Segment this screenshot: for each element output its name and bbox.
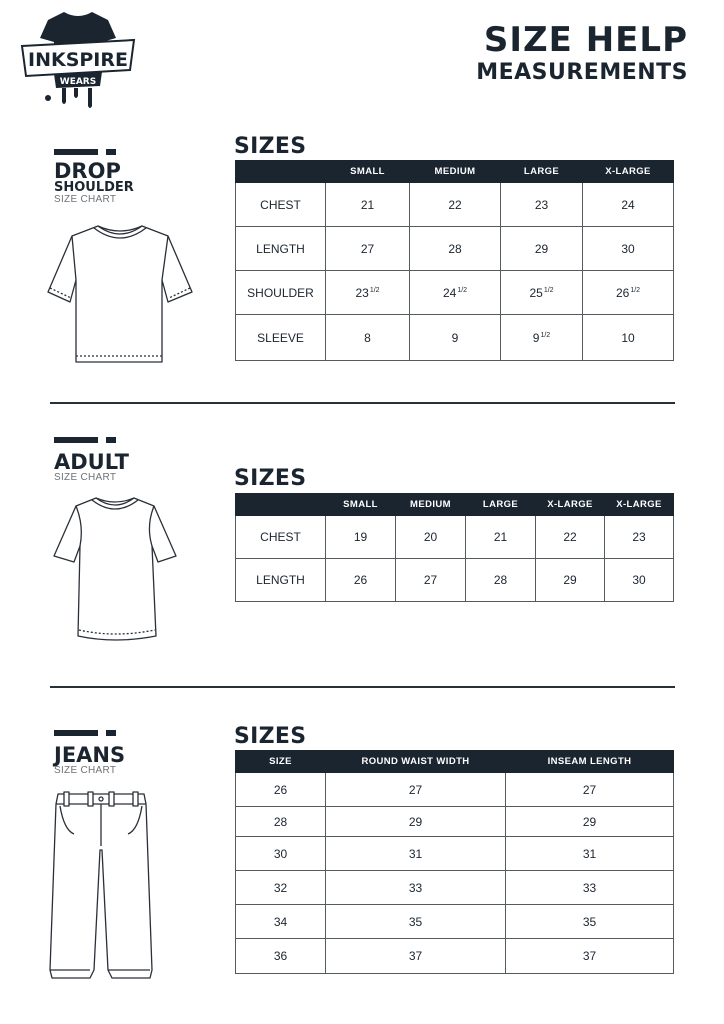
- cell-value: 22: [448, 197, 462, 212]
- column-header: LARGE: [466, 494, 536, 516]
- jeans-subtitle: SIZE CHART: [54, 765, 117, 776]
- adult-sizes-heading: SIZES: [234, 466, 307, 491]
- column-header: MEDIUM: [410, 161, 501, 183]
- table-cell: 28: [466, 559, 536, 602]
- table-cell: 37: [506, 939, 674, 974]
- table-cell: 32: [236, 871, 326, 905]
- drop-shoulder-tshirt-icon: [46, 222, 194, 366]
- adult-tshirt-icon: [50, 494, 180, 642]
- table-row: [236, 227, 674, 271]
- table-cell: [410, 315, 501, 361]
- jeans-sizes-heading: SIZES: [234, 724, 307, 749]
- table-cell: 33: [506, 871, 674, 905]
- jeans-size-table: [235, 750, 674, 974]
- cell-value: 24: [621, 197, 635, 212]
- cell-fraction: 1/2: [543, 286, 554, 294]
- table-cell: 28: [236, 807, 326, 837]
- page-subtitle: MEASUREMENTS: [476, 60, 688, 85]
- table-header-row: [236, 161, 674, 183]
- cell-value: 28: [448, 241, 462, 256]
- table-cell: [326, 271, 410, 315]
- cell-value: 10: [621, 330, 635, 345]
- cell-value: 9: [451, 330, 459, 345]
- jeans-title: JEANS: [54, 743, 126, 767]
- row-label: CHEST: [236, 183, 326, 227]
- cell-value: 30: [621, 241, 635, 256]
- table-cell: 20: [396, 516, 466, 559]
- drop-title-line2: SHOULDER: [54, 180, 134, 195]
- table-cell: [326, 183, 410, 227]
- adult-size-table: [235, 493, 674, 602]
- section-divider: [50, 686, 675, 688]
- table-cell: 30: [236, 837, 326, 871]
- section-divider: [50, 402, 675, 404]
- column-header: MEDIUM: [396, 494, 466, 516]
- column-header: X-LARGE: [583, 161, 674, 183]
- table-header-row: [236, 751, 674, 773]
- column-header: SMALL: [326, 161, 410, 183]
- table-cell: 26: [236, 773, 326, 807]
- table-row: [236, 315, 674, 361]
- table-cell: [501, 315, 583, 361]
- table-row: [236, 271, 674, 315]
- cell-value: 26: [615, 285, 630, 300]
- table-row: [236, 183, 674, 227]
- table-cell: 37: [326, 939, 506, 974]
- column-header: X-LARGE: [536, 494, 605, 516]
- row-label: LENGTH: [236, 559, 326, 602]
- cell-fraction: 1/2: [369, 286, 380, 294]
- column-header: ROUND WAIST WIDTH: [326, 751, 506, 773]
- cell-value: 23: [534, 197, 549, 212]
- table-header-row: [236, 494, 674, 516]
- adult-subtitle: SIZE CHART: [54, 472, 117, 483]
- page-header: [476, 22, 688, 86]
- table-cell: 31: [326, 837, 506, 871]
- row-label: CHEST: [236, 516, 326, 559]
- logo-tagline-text: WEARS: [59, 77, 97, 87]
- table-cell: 34: [236, 905, 326, 939]
- header-cell-empty: [236, 161, 326, 183]
- table-cell: 30: [605, 559, 674, 602]
- table-cell: 22: [536, 516, 605, 559]
- table-cell: [583, 227, 674, 271]
- table-row: [236, 807, 674, 837]
- table-row: [236, 837, 674, 871]
- cell-value: 29: [534, 241, 549, 256]
- table-cell: 26: [326, 559, 396, 602]
- table-cell: 23: [605, 516, 674, 559]
- table-cell: [410, 271, 501, 315]
- table-cell: [410, 183, 501, 227]
- column-header: LARGE: [501, 161, 583, 183]
- table-cell: 35: [506, 905, 674, 939]
- logo-brand-text: INKSPIRE: [28, 49, 128, 71]
- inkspire-logo-icon: [18, 8, 138, 110]
- table-cell: [326, 315, 410, 361]
- row-label: SLEEVE: [236, 315, 326, 361]
- drop-subtitle: SIZE CHART: [54, 194, 117, 205]
- table-row: [236, 516, 674, 559]
- cell-fraction: 1/2: [540, 331, 551, 339]
- drop-size-table: [235, 160, 674, 361]
- column-header: INSEAM LENGTH: [506, 751, 674, 773]
- cell-value: 8: [364, 330, 371, 345]
- table-cell: 29: [506, 807, 674, 837]
- table-cell: 29: [326, 807, 506, 837]
- header-cell-empty: [236, 494, 326, 516]
- table-cell: [501, 227, 583, 271]
- drop-title: DROP: [54, 159, 121, 183]
- table-cell: 35: [326, 905, 506, 939]
- table-cell: [326, 227, 410, 271]
- cell-value: 27: [360, 241, 375, 256]
- cell-fraction: 1/2: [630, 286, 641, 294]
- table-cell: [501, 271, 583, 315]
- table-cell: 27: [506, 773, 674, 807]
- table-cell: 36: [236, 939, 326, 974]
- table-cell: [583, 271, 674, 315]
- table-cell: 33: [326, 871, 506, 905]
- adult-title: ADULT: [54, 450, 129, 474]
- table-cell: [583, 183, 674, 227]
- table-row: [236, 871, 674, 905]
- table-row: [236, 559, 674, 602]
- table-cell: 19: [326, 516, 396, 559]
- column-header: SIZE: [236, 751, 326, 773]
- table-cell: 27: [326, 773, 506, 807]
- table-cell: [501, 183, 583, 227]
- column-header: X-LARGE: [605, 494, 674, 516]
- table-cell: 31: [506, 837, 674, 871]
- cell-fraction: 1/2: [457, 286, 468, 294]
- table-cell: [583, 315, 674, 361]
- table-row: [236, 905, 674, 939]
- table-cell: [410, 227, 501, 271]
- cell-value: 21: [360, 197, 375, 212]
- table-cell: 21: [466, 516, 536, 559]
- drop-sizes-heading: SIZES: [234, 134, 307, 159]
- table-row: [236, 773, 674, 807]
- cell-value: 23: [355, 285, 369, 300]
- table-row: [236, 939, 674, 974]
- row-label: SHOULDER: [236, 271, 326, 315]
- table-cell: 29: [536, 559, 605, 602]
- page-title: SIZE HELP: [483, 20, 688, 60]
- table-cell: 27: [396, 559, 466, 602]
- column-header: SMALL: [326, 494, 396, 516]
- jeans-icon: [46, 790, 156, 982]
- cell-value: 25: [529, 285, 543, 300]
- cell-value: 9: [532, 330, 540, 345]
- cell-value: 24: [442, 285, 457, 300]
- row-label: LENGTH: [236, 227, 326, 271]
